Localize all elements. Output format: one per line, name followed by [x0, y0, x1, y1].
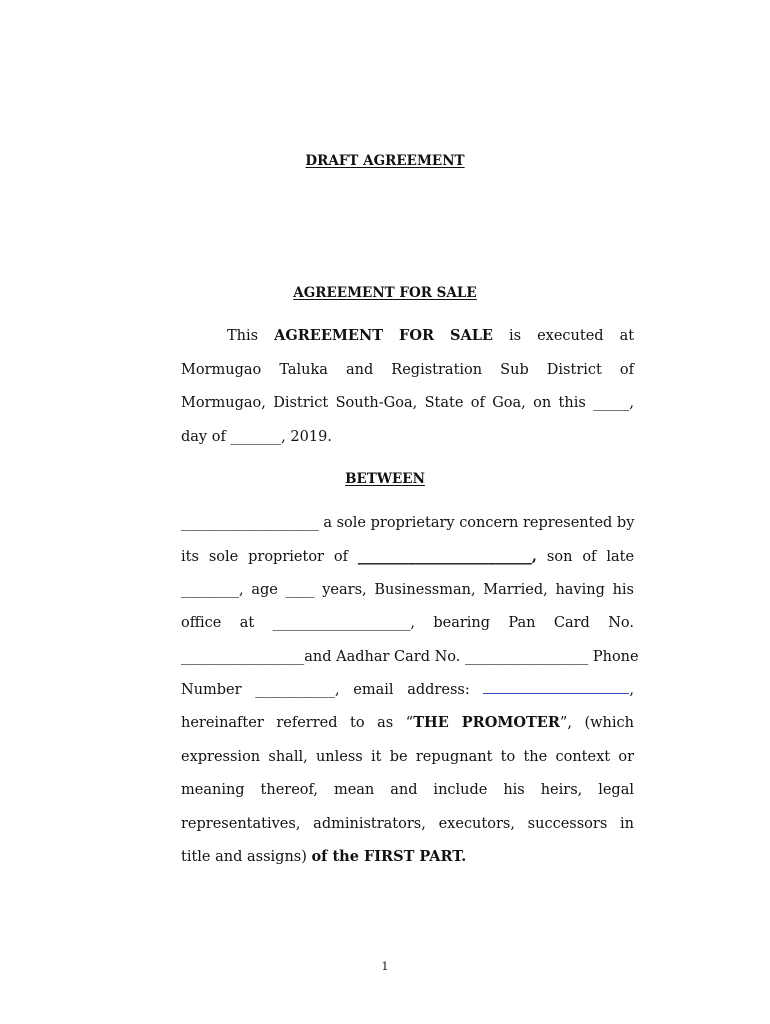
page-number: 1: [381, 960, 389, 973]
party-line-4-at: at: [239, 615, 255, 631]
party-line-5-phone: Phone: [592, 649, 639, 665]
party-line-3: ________, age ____ years, Businessman, Married, having his: [181, 582, 634, 598]
party-line-6-email: email: [353, 682, 394, 698]
party-line-2-text-b: son of late: [546, 549, 635, 565]
party-line-6: [181, 681, 634, 699]
party-line-2: [181, 548, 634, 566]
intro-word-for: FOR: [399, 327, 435, 344]
party-line-7-which: (which: [584, 715, 634, 731]
between-heading: BETWEEN: [345, 471, 425, 487]
intro-line-2: Mormugao Taluka and Registration Sub District of: [181, 362, 634, 378]
pan-number-blank: _________________: [181, 649, 305, 665]
party-line-7-quote-close: ”,: [559, 715, 572, 731]
intro-line-1: [181, 327, 634, 345]
party-line-7-to: to: [350, 715, 365, 731]
party-line-7-referred: referred: [276, 715, 338, 731]
party-line-7-quote-open: “: [405, 715, 414, 731]
party-line-6-number: Number: [181, 682, 242, 698]
promoter-term: THE PROMOTER: [413, 714, 560, 731]
party-line-4-office: office: [181, 615, 222, 631]
email-address-blank: [483, 681, 629, 694]
party-line-5-aadhar: and Aadhar Card No.: [304, 649, 461, 665]
intro-line-3: Mormugao, District South-Goa, State of Goa, on this _____,: [181, 395, 634, 411]
party-line-8: expression shall, unless it be repugnant to the context or: [181, 749, 634, 765]
intro-word-is: is: [509, 328, 522, 344]
first-part-term: of the FIRST PART.: [311, 848, 467, 865]
phone-number-blank: ___________,: [255, 682, 340, 698]
document-subtitle: AGREEMENT FOR SALE: [293, 285, 477, 301]
proprietor-name-blank: ________________________,: [357, 548, 537, 565]
party-line-7-as: as: [377, 715, 394, 731]
intro-word-agreement: AGREEMENT: [274, 327, 384, 344]
party-line-6-address: address:: [407, 682, 470, 698]
intro-word-this: This: [227, 328, 259, 344]
party-line-9: meaning thereof, mean and include his heirs, legal: [181, 782, 634, 798]
office-address-blank: ___________________,: [272, 615, 415, 631]
intro-word-sale: SALE: [450, 327, 493, 344]
party-line-1: ___________________ a sole proprietary concern represented by: [181, 515, 635, 531]
party-line-4-no: No.: [608, 615, 634, 631]
party-line-5: [181, 648, 639, 666]
aadhar-number-blank: _________________: [465, 649, 589, 665]
intro-line-4: day of _______, 2019.: [181, 429, 332, 445]
party-line-4-bearing: bearing: [433, 615, 491, 631]
intro-word-executed: executed: [537, 328, 604, 344]
party-line-2-text-a: its sole proprietor of: [181, 549, 348, 565]
party-line-6-comma: ,: [629, 682, 634, 698]
party-line-4: [181, 614, 634, 632]
party-line-7-hereinafter: hereinafter: [181, 715, 264, 731]
party-line-4-pan: Pan: [508, 615, 536, 631]
party-line-11: [181, 848, 634, 866]
document-title: DRAFT AGREEMENT: [305, 153, 465, 169]
party-line-11-text: title and assigns): [181, 849, 307, 865]
party-line-7: [181, 714, 634, 732]
party-line-4-card: Card: [553, 615, 590, 631]
intro-word-at: at: [619, 328, 635, 344]
party-line-10: representatives, administrators, executors, successors in: [181, 816, 634, 832]
